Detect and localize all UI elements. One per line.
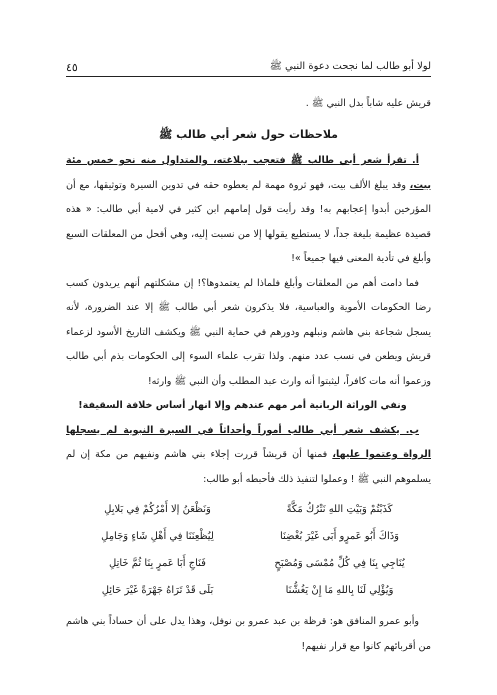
verse-first-hemistich: وَيُؤْلِي لَنَا بِاللهِ مَا إِنْ يَغُشُّنَا (285, 585, 394, 596)
verse-second-hemistich: فَنَاجِ أَبَا عَمرٍ بِنَا ثُمَّ خَاتِلِ (109, 558, 206, 569)
paragraph-b-text: فمنها أن قريشاً قررت إجلاء بني هاشم ونفيهم من مكة إن لم يسلموهم النبي ﷺ ! وعملوا لتنفيذ ذلك فأحبطه أبو طالب: (66, 449, 431, 485)
header-divider (66, 76, 431, 77)
paragraph-3: ونفي الوراثة الربانية أمر مهم عندهم وإلا انهار أساس خلافة السقيفة! (78, 400, 407, 411)
verse-first-hemistich: كَذَبْتُمْ وَبَيْتِ اللهِ نَتْرُكُ مَكَّةً (286, 504, 393, 515)
page-number: ٤٥ (66, 61, 78, 74)
paragraph-2: فما دامت أهم من المعلقات وأبلغ فلماذا لم يعتمدوها؟! إن مشكلتهم أنهم يريدون كسب رضا الحكومات الأموية والعباسية، فلا يذكرون شعر أبي طالب ﷺ إلا عند الضرورة، لأنه يسجل شجاعة بني هاشم ونبلهم ودورهم في حماية النبي ﷺ ويكشف التاريخ الأسود لزعماء قريش ويطعن في نسب عدد منهم. ولذا تقرب علماء السوء إلى الحكومات بذم أبي طالب وزعموا أنه مات كافراً، ليثبتوا أنه وارث عبد المطلب وأن النبي ﷺ وارثه! (66, 277, 431, 387)
paragraph-5: وأبو عمرو المنافق هو: قرظة بن عبد عمرو بن نوفل، وهذا يدل على أن حساداً بني هاشم من أقربائهم كانوا مع قرار نفيهم! (66, 616, 431, 652)
page-header (66, 52, 431, 74)
section-title: ملاحظات حول شعر أبي طالب ﷺ (159, 127, 338, 141)
paragraph-b (66, 419, 431, 493)
page-body (66, 92, 431, 659)
verse-first-hemistich: وَذَاكَ أَبُو عَمرٍو أَبَى غَيْرَ بُغْضِنَا (279, 531, 400, 542)
poem-verse (66, 550, 431, 577)
intro-line: قريش عليه شاباً بدل النبي ﷺ . (305, 98, 431, 109)
paragraph-a (66, 149, 431, 272)
paragraph-a-text: وقد يبلغ الألف بيت، فهو ثروة مهمة لم يعطوه حقه في تدوين السيرة وتوثيقها، مع أن المؤرخين أبدوا إعجابهم به! وقد رأيت قول إمامهم ابن كثير في لامية أبي طالب: « هذه قصيدة عظيمة بليغة جداً، لا يستطيع يقولها إلا من نسبت إليه، وهي أفحل من المعلقات السبع وأبلغ في تأدية المعنى فيها جميعاً »! (66, 179, 431, 264)
poem-verse (66, 577, 431, 604)
poem (66, 496, 431, 604)
paragraph-a-heading: أ. تقرأ شعر أبي طالب ﷺ فتعجب ببلاغته، والمتداول منه نحو خمس مئة بيت، (66, 155, 431, 191)
verse-second-hemistich: وَنَظْعَنُ إلا أَمْرُكُمْ فِي بَلابِلِ (104, 504, 211, 515)
poem-verse (66, 496, 431, 523)
paragraph-b-heading: ب. يكشف شعر أبي طالب أموراً وأحداثاً في السيرة النبوية لم يسجلها الرواة وعتموا عليها، (66, 424, 431, 460)
verse-second-hemistich: بَلَى قَدْ تَرَاهُ جَهْرَةً غَيْرَ حَائِلِ (101, 585, 214, 596)
verse-first-hemistich: يُنَاجِي بِنَا فِي كُلِّ مُمْسَى وَمُصْبَحٍ (274, 558, 405, 569)
running-title: لولا أبو طالب لما نجحت دعوة النبي ﷺ (269, 61, 431, 72)
verse-second-hemistich: لِيُظْعِنَنَا فِي أَهْلِ شَاءٍ وَجَامِلِ (101, 531, 214, 542)
poem-verse (66, 523, 431, 550)
